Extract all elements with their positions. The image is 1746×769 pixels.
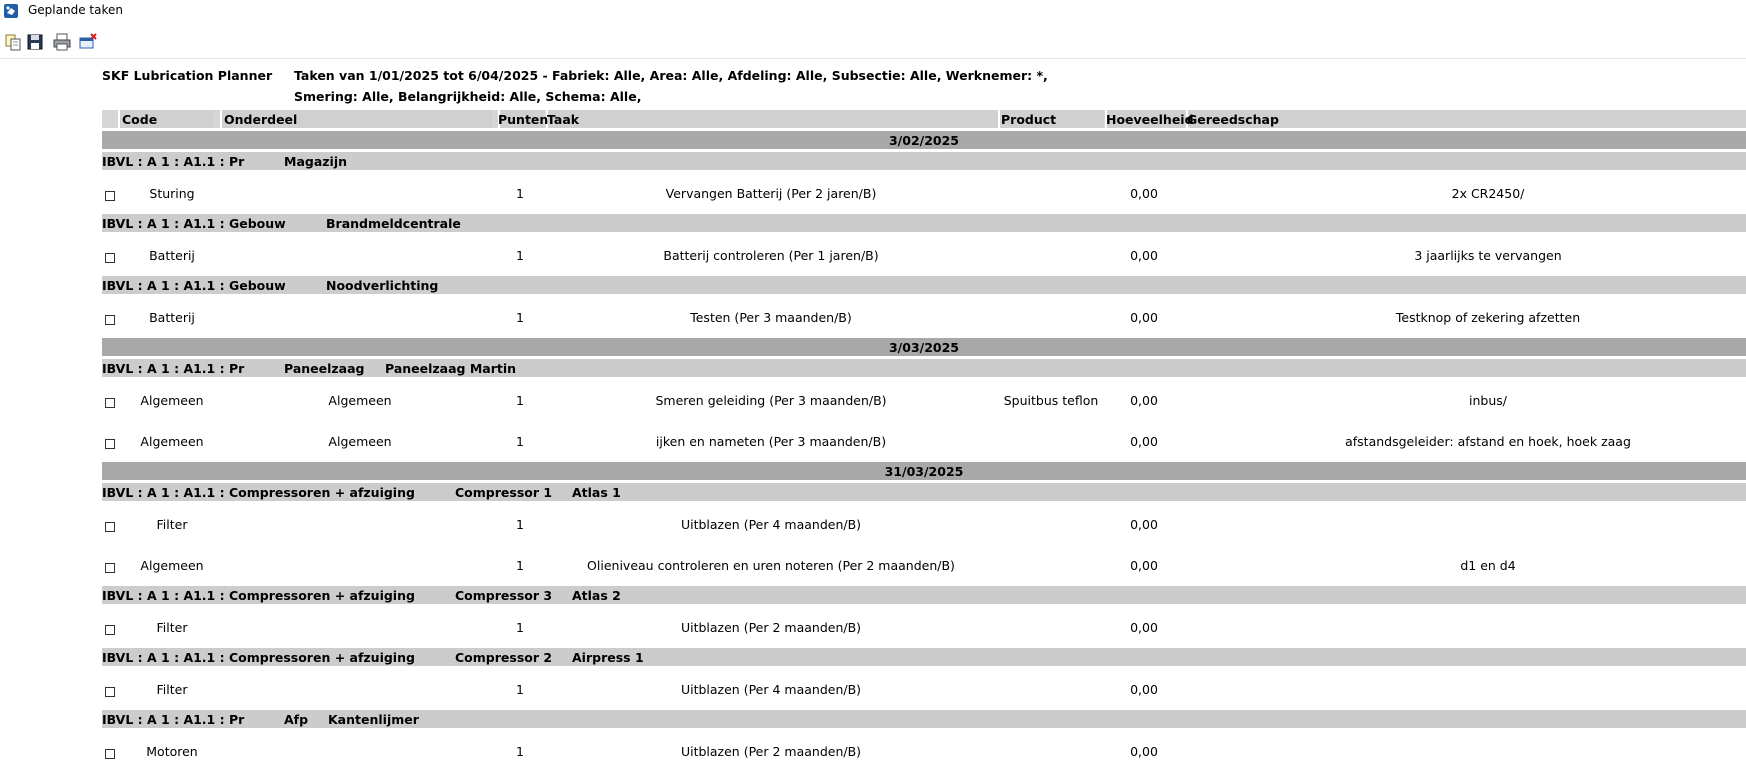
table-row [102,170,1746,211]
group-row [102,214,1746,232]
report [102,66,1746,769]
report-app-name: SKF Lubrication Planner [102,68,273,83]
cell-gereedschap: 3 jaarlijks te vervangen [1414,248,1562,263]
group-machine: Paneelzaag [284,361,365,376]
group-path: IBVL : A 1 : A1.1 : Gebouw [102,216,286,231]
task-done-checkbox[interactable] [105,253,115,263]
cell-hoeveelheid: 0,00 [1130,558,1158,573]
group-path: IBVL : A 1 : A1.1 : Pr [102,712,245,727]
cell-code: Sturing [149,186,195,201]
column-header-row [102,110,1746,128]
cell-punten: 1 [516,434,524,449]
column-header-code: Code [122,112,158,127]
date-row [102,131,1746,149]
report-filter-line-2: Smering: Alle, Belangrijkheid: Alle, Schema: Alle, [294,89,642,104]
table-row [102,604,1746,645]
table-row [102,418,1746,459]
group-path: IBVL : A 1 : A1.1 : Pr [102,361,245,376]
task-done-checkbox[interactable] [105,687,115,697]
cell-taak: ijken en nameten (Per 3 maanden/B) [655,434,887,449]
title-bar [0,0,1746,22]
group-machine: Noodverlichting [326,278,439,293]
cell-hoeveelheid: 0,00 [1130,682,1158,697]
task-done-checkbox[interactable] [105,749,115,759]
cell-code: Batterij [149,310,195,325]
group-row [102,483,1746,501]
group-row [102,586,1746,604]
task-done-checkbox[interactable] [105,563,115,573]
group-unit: Atlas 2 [572,588,621,603]
cell-gereedschap: afstandsgeleider: afstand en hoek, hoek zaag [1345,434,1631,449]
group-machine: Brandmeldcentrale [326,216,461,231]
column-header-hoeveelheid: Hoeveelheid [1106,112,1194,127]
task-done-checkbox[interactable] [105,315,115,325]
save-icon[interactable] [25,32,45,52]
date-label: 3/02/2025 [888,133,959,148]
table-row [102,666,1746,707]
cell-code: Filter [156,517,188,532]
cell-code: Filter [156,682,188,697]
cell-gereedschap: Testknop of zekering afzetten [1395,310,1581,325]
cell-hoeveelheid: 0,00 [1130,393,1158,408]
cell-taak: Vervangen Batterij (Per 2 jaren/B) [665,186,877,201]
group-machine: Compressor 1 [455,485,553,500]
column-header-taak: Taak [547,112,580,127]
cell-hoeveelheid: 0,00 [1130,310,1158,325]
cell-punten: 1 [516,517,524,532]
cell-hoeveelheid: 0,00 [1130,744,1158,759]
toolbar-divider [0,58,1746,59]
cell-code: Algemeen [140,434,204,449]
table-row [102,294,1746,335]
task-done-checkbox[interactable] [105,522,115,532]
date-row [102,462,1746,480]
group-path: IBVL : A 1 : A1.1 : Pr [102,154,245,169]
cell-taak: Olieniveau controleren en uren noteren (Per 2 maanden/B) [587,558,955,573]
group-machine: Compressor 3 [455,588,553,603]
cell-punten: 1 [516,310,524,325]
group-row [102,276,1746,294]
cell-taak: Batterij controleren (Per 1 jaren/B) [663,248,879,263]
table-row [102,377,1746,418]
table-row [102,542,1746,583]
cell-code: Motoren [146,744,198,759]
cell-punten: 1 [516,558,524,573]
column-header-gereedschap: Gereedschap [1187,112,1279,127]
task-done-checkbox[interactable] [105,398,115,408]
task-done-checkbox[interactable] [105,191,115,201]
group-path: IBVL : A 1 : A1.1 : Compressoren + afzuiging [102,650,415,665]
copy-report-icon[interactable] [3,32,23,52]
cell-hoeveelheid: 0,00 [1130,248,1158,263]
group-row [102,152,1746,170]
cell-punten: 1 [516,744,524,759]
cell-punten: 1 [516,620,524,635]
report-header [102,66,1746,108]
cell-taak: Uitblazen (Per 4 maanden/B) [680,682,862,697]
group-path: IBVL : A 1 : A1.1 : Gebouw [102,278,286,293]
group-row [102,710,1746,728]
toolbar [0,32,1746,54]
cell-taak: Uitblazen (Per 2 maanden/B) [680,620,862,635]
cell-onderdeel: Algemeen [328,393,392,408]
column-header-product: Product [1001,112,1057,127]
table-row [102,728,1746,769]
cell-hoeveelheid: 0,00 [1130,620,1158,635]
group-unit: Airpress 1 [572,650,644,665]
report-body [102,131,1746,769]
cell-code: Filter [156,620,188,635]
cell-hoeveelheid: 0,00 [1130,434,1158,449]
cell-punten: 1 [516,248,524,263]
cell-punten: 1 [516,393,524,408]
cell-code: Algemeen [140,558,204,573]
report-filter-line-1: Taken van 1/01/2025 tot 6/04/2025 - Fabriek: Alle, Area: Alle, Afdeling: Alle, Subsectie: Alle, Werknemer: *, [294,68,1048,83]
group-row [102,648,1746,666]
date-row [102,338,1746,356]
task-done-checkbox[interactable] [105,439,115,449]
cell-taak: Uitblazen (Per 4 maanden/B) [680,517,862,532]
cell-hoeveelheid: 0,00 [1130,517,1158,532]
cell-gereedschap: inbus/ [1469,393,1507,408]
cell-code: Batterij [149,248,195,263]
group-path: IBVL : A 1 : A1.1 : Compressoren + afzuiging [102,588,415,603]
cell-taak: Smeren geleiding (Per 3 maanden/B) [655,393,887,408]
cell-onderdeel: Algemeen [328,434,392,449]
group-unit: Atlas 1 [572,485,621,500]
cell-punten: 1 [516,186,524,201]
cell-product: Spuitbus teflon [1003,393,1099,408]
window-title: Geplande taken [28,3,123,17]
group-unit: Paneelzaag Martin [385,361,517,376]
table-row [102,501,1746,542]
group-machine: Afp [284,712,309,727]
print-icon[interactable] [52,32,72,52]
cell-code: Algemeen [140,393,204,408]
app-icon [4,4,18,18]
date-label: 31/03/2025 [884,464,964,479]
group-machine: Magazijn [284,154,348,169]
cell-gereedschap: d1 en d4 [1460,558,1516,573]
cell-hoeveelheid: 0,00 [1130,186,1158,201]
cell-taak: Testen (Per 3 maanden/B) [690,310,852,325]
date-label: 3/03/2025 [888,340,959,355]
close-report-icon[interactable] [78,32,98,52]
group-row [102,359,1746,377]
table-row [102,232,1746,273]
column-header-onderdeel: Onderdeel [224,112,298,127]
cell-punten: 1 [516,682,524,697]
task-done-checkbox[interactable] [105,625,115,635]
group-machine: Compressor 2 [455,650,553,665]
group-path: IBVL : A 1 : A1.1 : Compressoren + afzuiging [102,485,415,500]
group-unit: Kantenlijmer [328,712,419,727]
cell-gereedschap: 2x CR2450/ [1451,186,1525,201]
cell-taak: Uitblazen (Per 2 maanden/B) [680,744,862,759]
column-header-punten: Punten [498,112,549,127]
